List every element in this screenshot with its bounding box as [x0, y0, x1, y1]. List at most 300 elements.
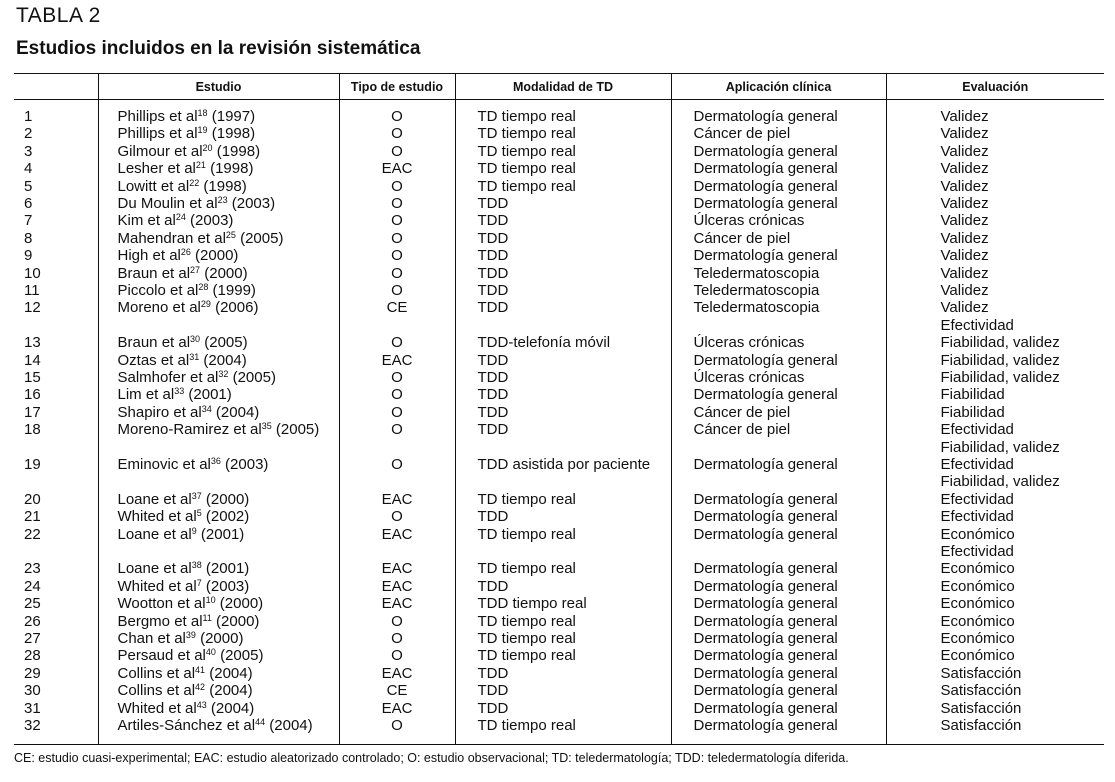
table-row	[14, 560, 1104, 577]
modalidad-cell: TD tiempo real	[455, 178, 671, 195]
aplicacion-cell: Dermatología general	[671, 526, 886, 561]
modalidad-cell: TDD	[455, 195, 671, 212]
table-row	[14, 100, 1104, 126]
study-ref: 30	[190, 334, 201, 345]
tipo-cell: EAC	[339, 491, 455, 508]
table-row	[14, 386, 1104, 403]
aplicacion-cell: Dermatología general	[671, 595, 886, 612]
study-year: (2001)	[201, 560, 250, 578]
study-year: (2003)	[227, 195, 276, 213]
study-ref: 9	[191, 525, 197, 536]
row-number: 27	[24, 630, 41, 648]
evaluacion-line: Fiabilidad, validez	[940, 473, 1060, 491]
table-header-row	[14, 74, 1104, 100]
tipo-cell: O	[339, 178, 455, 195]
aplicacion-cell: Teledermatoscopia	[671, 265, 886, 282]
study-cell	[98, 247, 339, 264]
row-number: 11	[24, 282, 40, 300]
study-cell	[98, 352, 339, 369]
tipo-cell: O	[339, 100, 455, 126]
study-author: Collins et al	[117, 682, 196, 700]
modalidad-cell: TDD	[455, 665, 671, 682]
evaluacion-cell	[886, 178, 1104, 195]
evaluacion-line: Satisfacción	[940, 699, 1022, 717]
aplicacion-cell: Dermatología general	[671, 613, 886, 630]
modalidad-cell: TDD	[455, 386, 671, 403]
study-author: Du Moulin et al	[117, 195, 218, 213]
study-author: Loane et al	[117, 490, 192, 508]
study-ref: 36	[210, 456, 221, 467]
study-ref: 43	[196, 699, 207, 710]
evaluacion-cell	[886, 578, 1104, 595]
modalidad-cell: TD tiempo real	[455, 560, 671, 577]
study-ref: 38	[191, 560, 202, 571]
aplicacion-cell: Dermatología general	[671, 630, 886, 647]
evaluacion-cell	[886, 682, 1104, 699]
evaluacion-cell	[886, 665, 1104, 682]
study-cell	[98, 717, 339, 744]
studies-table	[14, 73, 1104, 745]
study-year: (2004)	[205, 682, 253, 700]
evaluacion-line: Validez	[940, 142, 989, 160]
modalidad-cell: TDD asistida por paciente	[455, 456, 671, 491]
evaluacion-line: Fiabilidad	[940, 403, 1005, 421]
row-number: 16	[24, 386, 41, 404]
evaluacion-cell	[886, 195, 1104, 212]
tipo-cell: EAC	[339, 578, 455, 595]
aplicacion-cell: Dermatología general	[671, 247, 886, 264]
row-number: 23	[24, 560, 41, 578]
study-author: Braun et al	[117, 264, 191, 282]
study-ref: 27	[190, 264, 201, 275]
table-row	[14, 526, 1104, 561]
tipo-cell: O	[339, 647, 455, 664]
evaluacion-line: Validez	[940, 177, 989, 195]
evaluacion-line: Fiabilidad, validez	[940, 351, 1060, 369]
study-author: Braun et al	[117, 334, 191, 352]
study-cell	[98, 700, 339, 717]
study-ref: 29	[200, 299, 211, 310]
aplicacion-cell: Úlceras crónicas	[671, 369, 886, 386]
study-author: Mahendran et al	[117, 229, 226, 247]
study-ref: 24	[175, 212, 186, 223]
study-cell	[98, 386, 339, 403]
study-ref: 42	[195, 682, 206, 693]
evaluacion-line: Efectividad	[940, 508, 1014, 526]
study-author: Phillips et al	[117, 125, 198, 143]
study-ref: 10	[205, 595, 216, 606]
study-year: (2005)	[271, 421, 320, 439]
study-author: Moreno et al	[117, 299, 201, 317]
modalidad-cell: TD tiempo real	[455, 143, 671, 160]
evaluacion-line: Satisfacción	[940, 717, 1022, 735]
study-ref: 7	[196, 577, 202, 588]
study-ref: 25	[225, 229, 236, 240]
tipo-cell: O	[339, 630, 455, 647]
table-row	[14, 595, 1104, 612]
study-year: (2003)	[185, 212, 234, 230]
evaluacion-cell	[886, 299, 1104, 334]
evaluacion-cell	[886, 456, 1104, 491]
study-author: Wootton et al	[117, 595, 206, 613]
aplicacion-cell: Dermatología general	[671, 647, 886, 664]
header-tipo: Tipo de estudio	[339, 74, 455, 100]
study-author: Lowitt et al	[117, 177, 190, 195]
row-number: 15	[24, 369, 41, 387]
row-number: 30	[24, 682, 41, 700]
table-row	[14, 334, 1104, 351]
evaluacion-line: Fiabilidad, validez	[940, 438, 1060, 456]
row-number: 9	[24, 247, 33, 265]
table-row	[14, 665, 1104, 682]
tipo-cell: EAC	[339, 595, 455, 612]
row-number: 3	[24, 142, 33, 160]
study-cell	[98, 195, 339, 212]
study-year: (2006)	[210, 299, 259, 317]
study-author: Whited et al	[117, 699, 197, 717]
study-ref: 5	[196, 508, 202, 519]
study-author: Eminovic et al	[117, 456, 211, 474]
row-number: 10	[24, 264, 41, 282]
study-year: (2000)	[195, 630, 244, 648]
study-ref: 37	[191, 490, 202, 501]
table-row	[14, 160, 1104, 177]
study-cell	[98, 647, 339, 664]
study-author: Phillips et al	[117, 108, 198, 125]
row-number: 17	[24, 403, 41, 421]
modalidad-cell: TD tiempo real	[455, 491, 671, 508]
tipo-cell: EAC	[339, 665, 455, 682]
modalidad-cell: TD tiempo real	[455, 717, 671, 744]
evaluacion-line: Efectividad	[940, 421, 1014, 439]
table-row	[14, 230, 1104, 247]
study-cell	[98, 160, 339, 177]
table-row	[14, 212, 1104, 229]
evaluacion-cell	[886, 386, 1104, 403]
study-ref: 35	[261, 421, 272, 432]
evaluacion-cell	[886, 491, 1104, 508]
tipo-cell: EAC	[339, 526, 455, 561]
aplicacion-cell: Dermatología general	[671, 160, 886, 177]
evaluacion-cell	[886, 100, 1104, 126]
evaluacion-line: Validez	[940, 264, 989, 282]
evaluacion-line: Validez	[940, 108, 989, 125]
row-number: 29	[24, 664, 41, 682]
table-row	[14, 630, 1104, 647]
tipo-cell: O	[339, 143, 455, 160]
study-cell	[98, 682, 339, 699]
aplicacion-cell: Dermatología general	[671, 665, 886, 682]
table-row	[14, 717, 1104, 744]
table-row	[14, 613, 1104, 630]
modalidad-cell: TDD	[455, 682, 671, 699]
evaluacion-line: Efectividad	[940, 543, 1014, 561]
header-modalidad: Modalidad de TD	[455, 74, 671, 100]
evaluacion-cell	[886, 647, 1104, 664]
tipo-cell: O	[339, 212, 455, 229]
study-year: (1998)	[212, 142, 261, 160]
evaluacion-cell	[886, 282, 1104, 299]
modalidad-cell: TDD	[455, 299, 671, 334]
study-cell	[98, 100, 339, 126]
table-row	[14, 369, 1104, 386]
row-number: 21	[24, 508, 41, 526]
evaluacion-line: Validez	[940, 299, 989, 317]
evaluacion-line: Efectividad	[940, 490, 1014, 508]
table-label: TABLA 2	[16, 4, 101, 27]
row-number: 12	[24, 299, 41, 317]
study-ref: 26	[180, 247, 191, 258]
modalidad-cell: TDD	[455, 212, 671, 229]
tipo-cell: O	[339, 334, 455, 351]
table-row	[14, 195, 1104, 212]
study-cell	[98, 230, 339, 247]
header-aplicacion: Aplicación clínica	[671, 74, 886, 100]
study-author: Loane et al	[117, 525, 192, 543]
study-ref: 34	[201, 403, 212, 414]
aplicacion-cell: Dermatología general	[671, 143, 886, 160]
tipo-cell: CE	[339, 299, 455, 334]
table-row	[14, 352, 1104, 369]
evaluacion-cell	[886, 230, 1104, 247]
study-year: (1998)	[207, 125, 256, 143]
study-author: Lim et al	[117, 386, 175, 404]
study-author: Shapiro et al	[117, 403, 202, 421]
study-year: (2002)	[201, 508, 250, 526]
row-number: 4	[24, 160, 33, 178]
study-author: Persaud et al	[117, 647, 206, 665]
study-cell	[98, 369, 339, 386]
tipo-cell: EAC	[339, 560, 455, 577]
row-number: 26	[24, 612, 41, 630]
study-author: Moreno-Ramirez et al	[117, 421, 262, 439]
study-year: (1998)	[205, 160, 254, 178]
evaluacion-line: Validez	[940, 160, 989, 178]
study-ref: 18	[197, 108, 208, 118]
aplicacion-cell: Teledermatoscopia	[671, 282, 886, 299]
study-cell	[98, 560, 339, 577]
modalidad-cell: TDD-telefonía móvil	[455, 334, 671, 351]
evaluacion-line: Validez	[940, 125, 989, 143]
table-row	[14, 404, 1104, 421]
modalidad-cell: TD tiempo real	[455, 125, 671, 142]
aplicacion-cell: Cáncer de piel	[671, 421, 886, 456]
table-row	[14, 456, 1104, 491]
study-cell	[98, 456, 339, 491]
row-number: 7	[24, 212, 33, 230]
study-ref: 19	[197, 125, 208, 136]
study-year: (2000)	[200, 264, 248, 282]
aplicacion-cell: Cáncer de piel	[671, 230, 886, 247]
study-author: High et al	[117, 247, 181, 265]
study-year: (2000)	[215, 595, 264, 613]
study-year: (2005)	[228, 369, 276, 387]
evaluacion-cell	[886, 560, 1104, 577]
evaluacion-cell	[886, 125, 1104, 142]
table-row	[14, 508, 1104, 525]
study-year: (2000)	[201, 490, 250, 508]
row-number: 1	[24, 108, 33, 125]
aplicacion-cell: Dermatología general	[671, 700, 886, 717]
study-ref: 11	[202, 612, 212, 623]
evaluacion-cell	[886, 595, 1104, 612]
evaluacion-cell	[886, 404, 1104, 421]
study-ref: 39	[185, 630, 196, 641]
evaluacion-cell	[886, 700, 1104, 717]
footnote: CE: estudio cuasi-experimental; EAC: estudio aleatorizado controlado; O: estudio observacional; TD: teledermatología; TDD: teledermatología diferida.	[14, 751, 849, 765]
table-row	[14, 700, 1104, 717]
aplicacion-cell: Dermatología general	[671, 491, 886, 508]
study-ref: 23	[217, 195, 228, 206]
study-author: Whited et al	[117, 508, 197, 526]
study-author: Chan et al	[117, 630, 186, 648]
aplicacion-cell: Dermatología general	[671, 578, 886, 595]
row-number: 6	[24, 195, 33, 213]
study-cell	[98, 212, 339, 229]
row-number: 8	[24, 229, 33, 247]
study-year: (2005)	[235, 229, 284, 247]
study-cell	[98, 265, 339, 282]
row-number: 28	[24, 647, 41, 665]
aplicacion-cell: Cáncer de piel	[671, 404, 886, 421]
evaluacion-line: Económico	[940, 560, 1015, 578]
tipo-cell: EAC	[339, 352, 455, 369]
evaluacion-line: Efectividad	[940, 316, 1014, 334]
evaluacion-line: Efectividad	[940, 456, 1014, 474]
row-number: 32	[14, 717, 98, 744]
tipo-cell: O	[339, 613, 455, 630]
study-author: Lesher et al	[117, 160, 196, 178]
table-row	[14, 247, 1104, 264]
modalidad-cell: TDD	[455, 230, 671, 247]
tipo-cell: EAC	[339, 700, 455, 717]
study-cell	[98, 178, 339, 195]
modalidad-cell: TDD	[455, 265, 671, 282]
aplicacion-cell: Dermatología general	[671, 508, 886, 525]
study-author: Artiles-Sánchez et al	[117, 717, 256, 735]
table-row	[14, 265, 1104, 282]
study-year: (2000)	[190, 247, 239, 265]
evaluacion-line: Validez	[940, 282, 989, 300]
modalidad-cell: TD tiempo real	[455, 160, 671, 177]
tipo-cell: O	[339, 404, 455, 421]
aplicacion-cell: Cáncer de piel	[671, 125, 886, 142]
evaluacion-cell	[886, 160, 1104, 177]
evaluacion-line: Validez	[940, 229, 989, 247]
study-ref: 20	[202, 142, 213, 153]
modalidad-cell: TDD	[455, 404, 671, 421]
tipo-cell: O	[339, 421, 455, 456]
evaluacion-line: Fiabilidad	[940, 386, 1005, 404]
modalidad-cell: TDD	[455, 369, 671, 386]
evaluacion-line: Validez	[940, 247, 989, 265]
study-year: (2004)	[211, 403, 260, 421]
study-ref: 40	[205, 647, 216, 658]
evaluacion-line: Satisfacción	[940, 664, 1022, 682]
evaluacion-cell	[886, 247, 1104, 264]
evaluacion-cell	[886, 352, 1104, 369]
tipo-cell: O	[339, 195, 455, 212]
evaluacion-cell	[886, 717, 1104, 744]
evaluacion-cell	[886, 421, 1104, 456]
study-ref: 31	[189, 351, 200, 362]
evaluacion-line: Económico	[940, 577, 1015, 595]
study-year: (2005)	[200, 334, 248, 352]
row-number: 20	[24, 490, 41, 508]
header-estudio: Estudio	[98, 74, 339, 100]
study-author: Loane et al	[117, 560, 192, 578]
evaluacion-cell	[886, 334, 1104, 351]
table-row	[14, 421, 1104, 456]
study-year: (1997)	[207, 108, 256, 125]
study-cell	[98, 613, 339, 630]
row-number: 22	[24, 525, 41, 543]
table-row	[14, 647, 1104, 664]
tipo-cell: O	[339, 386, 455, 403]
evaluacion-line: Fiabilidad, validez	[940, 334, 1060, 352]
aplicacion-cell: Dermatología general	[671, 100, 886, 126]
study-cell	[98, 578, 339, 595]
evaluacion-line: Satisfacción	[940, 682, 1022, 700]
aplicacion-cell: Dermatología general	[671, 456, 886, 491]
table-row	[14, 125, 1104, 142]
evaluacion-cell	[886, 143, 1104, 160]
study-year: (2003)	[201, 577, 250, 595]
row-number: 14	[24, 351, 41, 369]
row-number: 5	[24, 177, 33, 195]
study-year: (2001)	[184, 386, 232, 404]
table-row	[14, 282, 1104, 299]
modalidad-cell: TD tiempo real	[455, 526, 671, 561]
study-cell	[98, 125, 339, 142]
study-year: (2004)	[199, 351, 247, 369]
study-author: Whited et al	[117, 577, 197, 595]
study-author: Piccolo et al	[117, 282, 199, 300]
modalidad-cell: TDD	[455, 352, 671, 369]
table-row	[14, 178, 1104, 195]
header-number	[14, 74, 98, 100]
tipo-cell: O	[339, 456, 455, 491]
evaluacion-cell	[886, 369, 1104, 386]
evaluacion-line: Económico	[940, 612, 1015, 630]
aplicacion-cell: Teledermatoscopia	[671, 299, 886, 334]
row-number: 19	[24, 456, 41, 474]
tipo-cell: O	[339, 265, 455, 282]
study-author: Bergmo et al	[117, 612, 203, 630]
row-number: 25	[24, 595, 41, 613]
evaluacion-cell	[886, 613, 1104, 630]
study-year: (1998)	[199, 177, 247, 195]
study-year: (2004)	[205, 664, 253, 682]
modalidad-cell: TDD	[455, 421, 671, 456]
aplicacion-cell: Dermatología general	[671, 717, 886, 744]
aplicacion-cell: Dermatología general	[671, 352, 886, 369]
row-number: 31	[24, 699, 41, 717]
tipo-cell: EAC	[339, 160, 455, 177]
modalidad-cell: TD tiempo real	[455, 100, 671, 126]
tipo-cell: O	[339, 717, 455, 744]
study-ref: 28	[198, 282, 209, 293]
study-year: (2005)	[215, 647, 264, 665]
study-cell	[98, 143, 339, 160]
study-cell	[98, 299, 339, 334]
study-year: (2003)	[220, 456, 269, 474]
evaluacion-line: Validez	[940, 212, 989, 230]
evaluacion-line: Económico	[940, 525, 1015, 543]
evaluacion-line: Fiabilidad, validez	[940, 369, 1060, 387]
modalidad-cell: TDD	[455, 700, 671, 717]
study-year: (2001)	[196, 525, 245, 543]
